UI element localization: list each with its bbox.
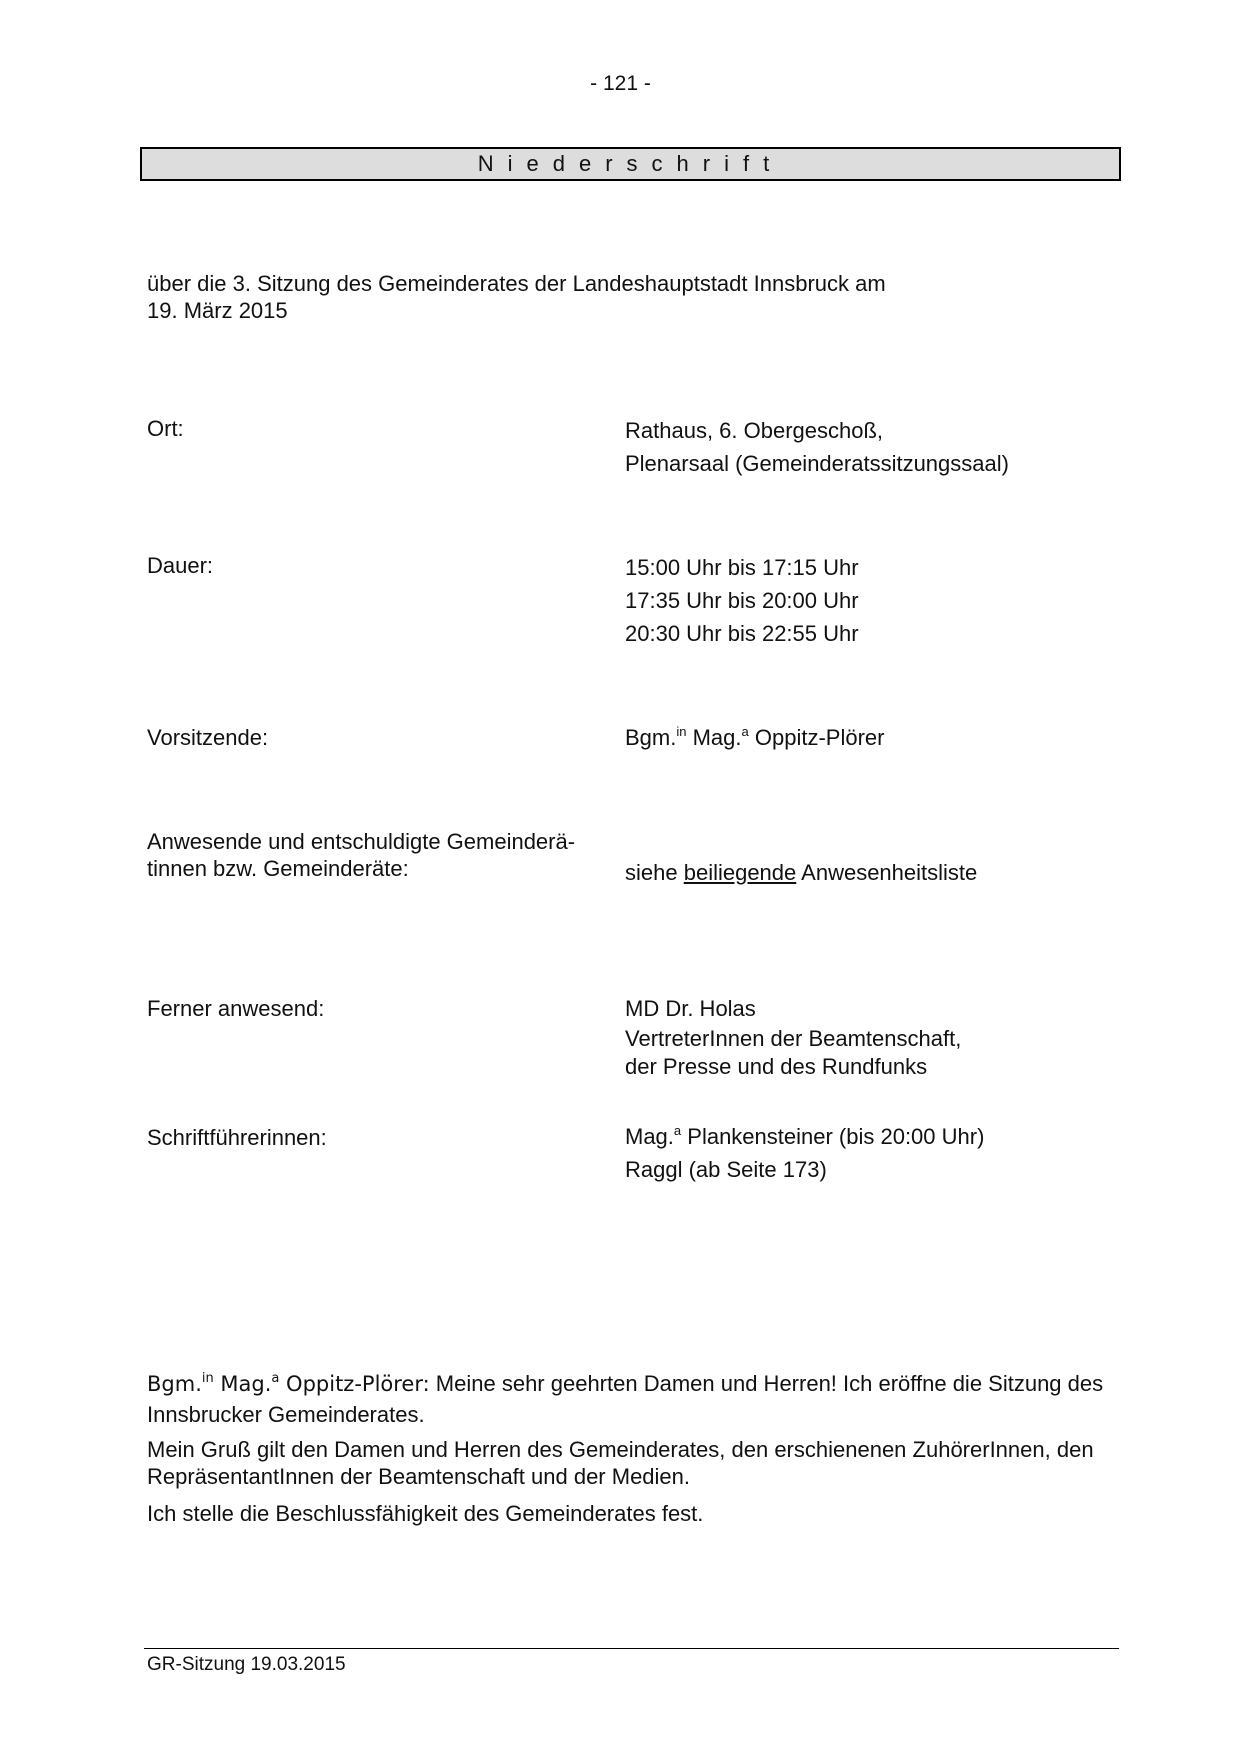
schrift-mag-sup: a [673,1123,682,1138]
ferner-line-2: VertreterInnen der Beamtenschaft, [625,1026,962,1051]
speech-paragraph-3: Ich stelle die Beschlussfähigkeit des Gemeinderates fest. [147,1501,704,1526]
vorsitzende-value [625,725,884,751]
ferner-line-1: MD Dr. Holas [625,996,756,1021]
intro-line-2: 19. März 2015 [147,298,288,323]
vorsitzende-bgm: Bgm. [625,725,677,750]
vorsitzende-label: Vorsitzende: [147,725,269,750]
schrift-value [625,1120,984,1186]
ferner-label: Ferner anwesend: [147,996,325,1021]
footer-divider [144,1648,1119,1649]
vorsitzende-mag-sup: a [741,724,749,739]
anwesende-value-post: Anwesenheitsliste [796,860,978,885]
speaker-bgm: Bgm. [147,1372,202,1396]
speaker-bgm-sup: in [201,1371,214,1386]
anwesende-value [625,860,977,886]
speaker-mag: Mag. [213,1372,272,1396]
document-title: Niederschrift [140,147,1121,181]
speech-paragraph-1 [147,1370,1107,1428]
vorsitzende-name: Oppitz-Plörer [748,725,885,750]
ferner-value [625,992,961,1081]
ort-line-2: Plenarsaal (Gemeinderatssitzungssaal) [625,451,1009,476]
anwesende-value-underlined: beiliegende [683,860,797,885]
intro-text [147,270,886,324]
speaker [147,1372,430,1396]
anwesende-label-line-1: Anwesende und entschuldigte Gemeinderä- [147,829,576,854]
schrift-mag: Mag. [625,1124,674,1149]
ort-label: Ort: [147,416,184,441]
ort-line-1: Rathaus, 6. Obergeschoß, [625,418,884,443]
speaker-name: Oppitz-Plörer: [279,1372,430,1396]
intro-line-1: über die 3. Sitzung des Gemeinderates der Landeshauptstadt Innsbruck am [147,271,886,296]
schrift-line-2: Raggl (ab Seite 173) [625,1157,827,1182]
schrift-line-1-rest: Plankensteiner (bis 20:00 Uhr) [681,1124,985,1149]
dauer-line-2: 17:35 Uhr bis 20:00 Uhr [625,588,859,613]
anwesende-value-pre: siehe [625,860,684,885]
speech-paragraph-2: Mein Gruß gilt den Damen und Herren des Gemeinderates, den erschienenen ZuhörerInnen, den RepräsentantInnen der Beamtenschaft und der Medien. [147,1437,1094,1489]
speaker-mag-sup: a [271,1371,280,1386]
vorsitzende-bgm-sup: in [676,724,687,739]
dauer-line-1: 15:00 Uhr bis 17:15 Uhr [625,555,859,580]
dauer-label: Dauer: [147,553,214,578]
dauer-value [625,551,859,650]
page-number: - 121 - [590,72,651,95]
schrift-line-1 [625,1120,984,1153]
dauer-line-3: 20:30 Uhr bis 22:55 Uhr [625,621,859,646]
footer-text: GR-Sitzung 19.03.2015 [147,1654,346,1675]
ort-value [625,414,1009,480]
vorsitzende-mag: Mag. [686,725,742,750]
ferner-line-3: der Presse und des Rundfunks [625,1054,928,1079]
schrift-label: Schriftführerinnen: [147,1125,327,1150]
speech-p1-text: Meine sehr geehrten Damen und Herren! Ich eröffne die Sitzung des Innsbrucker Gemeinderates. [147,1371,1104,1427]
anwesende-label [147,828,575,882]
anwesende-label-line-2: tinnen bzw. Gemeinderäte: [147,856,409,881]
